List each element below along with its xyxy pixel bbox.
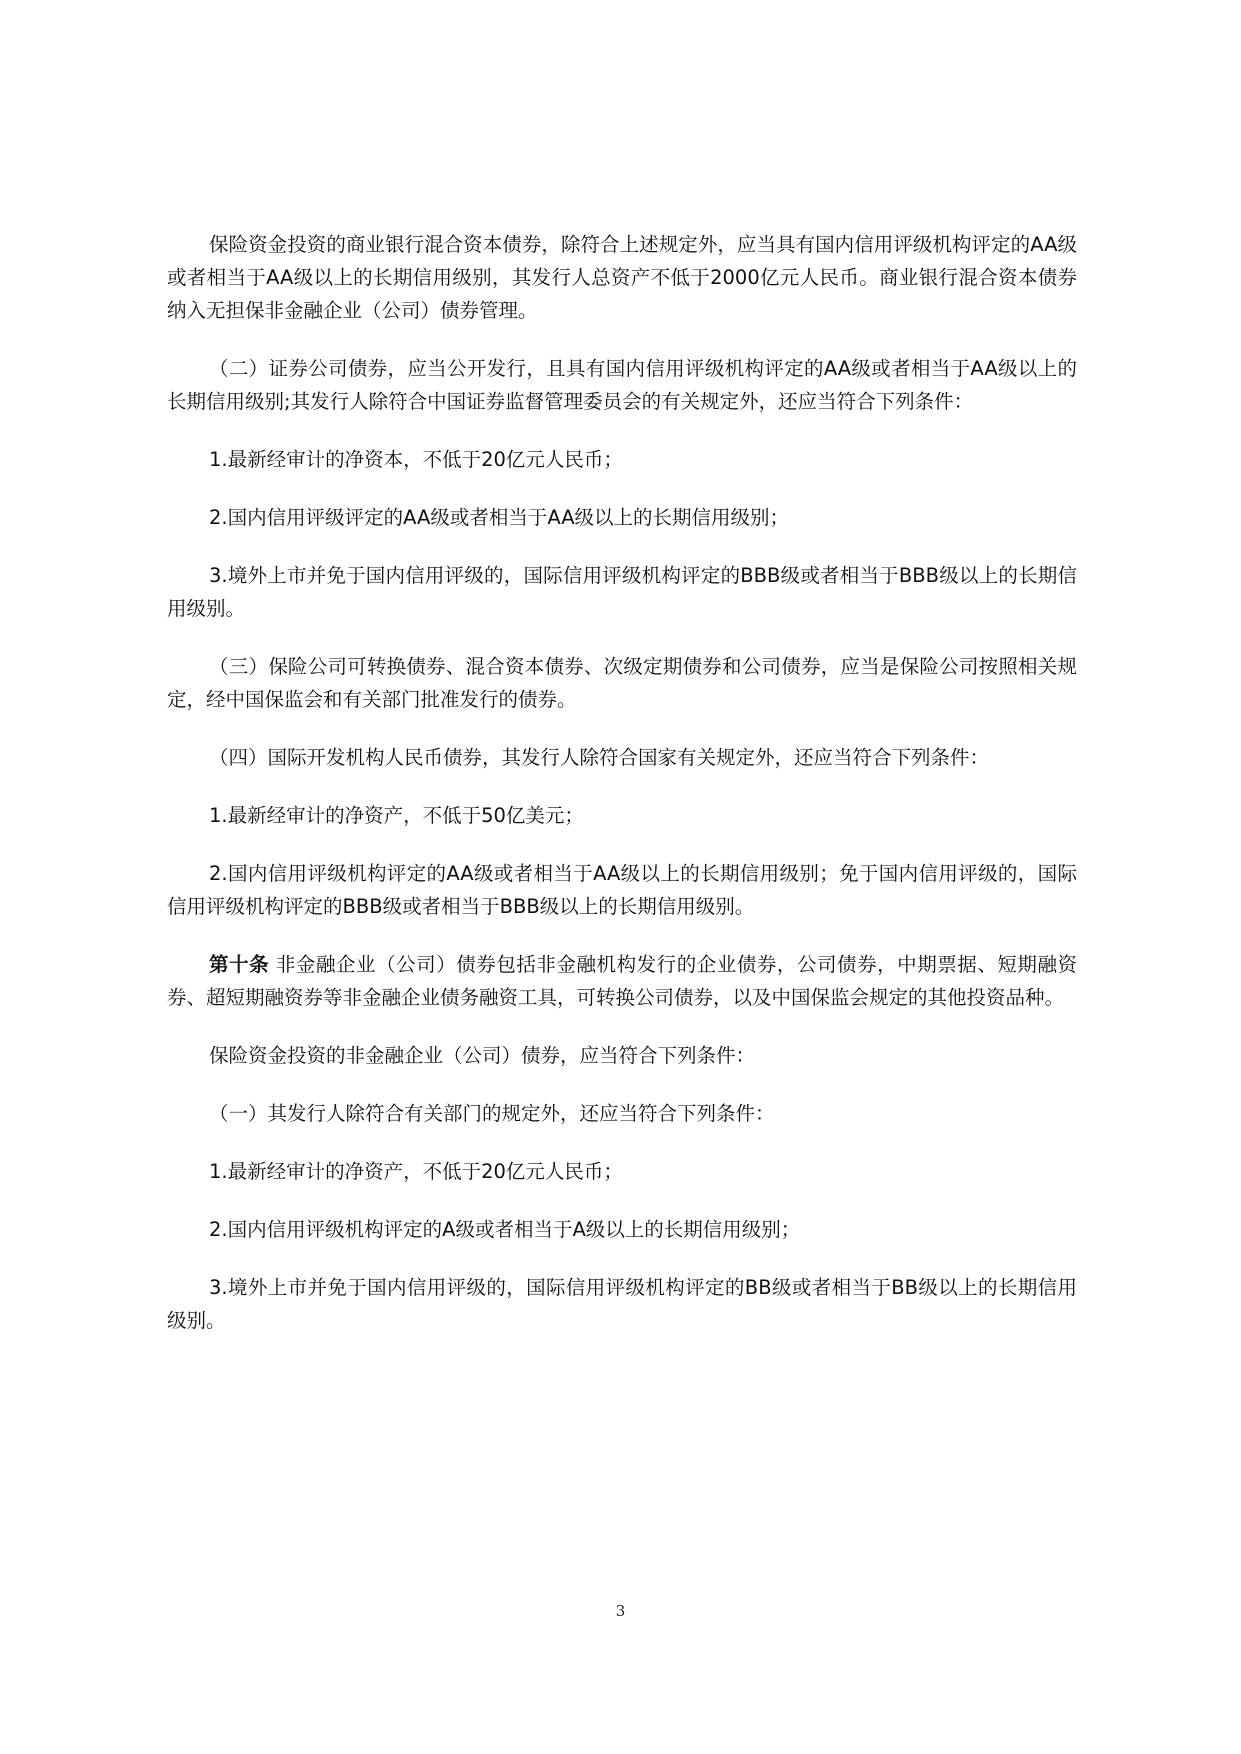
list-item <box>167 1271 1077 1337</box>
paragraph-text: 保险资金投资的商业银行混合资本债券，除符合上述规定外，应当具有国内信用评级机构评定的AA级或者相当于AA级以上的长期信用级别，其发行人总资产不低于2000亿元人民币。商业银行混合资本债券纳入无担保非金融企业（公司）债券管理。 <box>167 233 1077 322</box>
list-item <box>167 559 1077 625</box>
paragraph-issuer-conditions <box>167 1097 1077 1130</box>
paragraph-text: 保险资金投资的非金融企业（公司）债券，应当符合下列条件： <box>209 1044 756 1067</box>
list-item <box>167 857 1077 923</box>
list-item <box>167 1213 1077 1246</box>
list-item <box>167 501 1077 534</box>
paragraph-text: 3.境外上市并免于国内信用评级的，国际信用评级机构评定的BBB级或者相当于BBB级以上的长期信用级别。 <box>167 564 1077 620</box>
paragraph-insurance-company-bonds <box>167 650 1077 716</box>
paragraph-text: 2.国内信用评级机构评定的AA级或者相当于AA级以上的长期信用级别；免于国内信用评级的，国际信用评级机构评定的BBB级或者相当于BBB级以上的长期信用级别。 <box>167 862 1077 918</box>
paragraph-international-development-bonds <box>167 741 1077 774</box>
paragraph-text: 非金融企业（公司）债券包括非金融机构发行的企业债券，公司债券，中期票据、短期融资券、超短期融资券等非金融企业债务融资工具，可转换公司债券，以及中国保监会规定的其他投资品种。 <box>167 953 1077 1009</box>
document-body <box>167 228 1077 1362</box>
list-item <box>167 443 1077 476</box>
paragraph-text: （二）证券公司债券，应当公开发行，且具有国内信用评级机构评定的AA级或者相当于AA级以上的长期信用级别;其发行人除符合中国证券监督管理委员会的有关规定外，还应当符合下列条件： <box>167 357 1077 413</box>
page-number: 3 <box>615 1602 626 1620</box>
paragraph-text: 1.最新经审计的净资本，不低于20亿元人民币； <box>209 448 623 471</box>
paragraph-text: 2.国内信用评级机构评定的A级或者相当于A级以上的长期信用级别； <box>209 1218 801 1241</box>
paragraph-text: （三）保险公司可转换债券、混合资本债券、次级定期债券和公司债券，应当是保险公司按照相关规定，经中国保监会和有关部门批准发行的债券。 <box>167 655 1077 711</box>
paragraph-text: 1.最新经审计的净资产，不低于20亿元人民币； <box>209 1160 623 1183</box>
paragraph-hybrid-capital-bonds <box>167 228 1077 327</box>
article-ten <box>167 948 1077 1014</box>
article-heading: 第十条 <box>209 953 270 976</box>
paragraph-securities-company-bonds <box>167 352 1077 418</box>
paragraph-text: 1.最新经审计的净资产，不低于50亿美元； <box>209 804 584 827</box>
paragraph-text: （四）国际开发机构人民币债券，其发行人除符合国家有关规定外，还应当符合下列条件： <box>209 746 990 769</box>
list-item <box>167 799 1077 832</box>
paragraph-text: 3.境外上市并免于国内信用评级的，国际信用评级机构评定的BB级或者相当于BB级以上的长期信用级别。 <box>167 1276 1077 1332</box>
paragraph-text: （一）其发行人除符合有关部门的规定外，还应当符合下列条件： <box>209 1102 775 1125</box>
list-item <box>167 1155 1077 1188</box>
paragraph-text: 2.国内信用评级评定的AA级或者相当于AA级以上的长期信用级别； <box>209 506 790 529</box>
paragraph-non-financial-bond-conditions <box>167 1039 1077 1072</box>
